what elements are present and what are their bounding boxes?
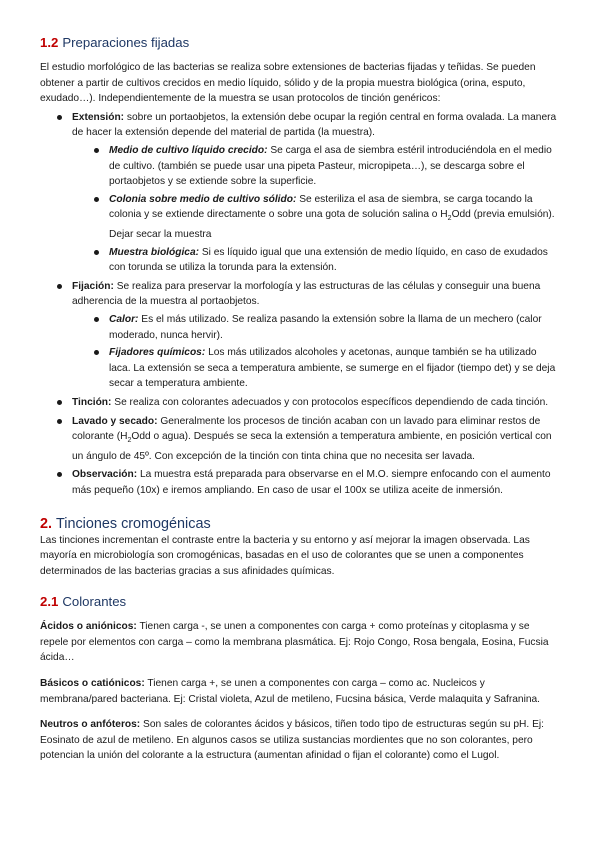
definition: sobre un portaobjetos, la extensión debe ocupar la región central en forma ovalada. La manera de hacer la extensión depende del material de partida (la muestra). bbox=[72, 111, 557, 139]
definition: Se realiza con colorantes adecuados y con protocolos específicos dependiendo de cada tinción. bbox=[111, 396, 549, 408]
definition: Se esteriliza el asa de siembra, se carga tocando la colonia y se extiende directamente o sobre una gota de solución salina o H bbox=[109, 193, 533, 221]
paragraph-basic-dyes bbox=[40, 676, 560, 707]
section-number: 2. bbox=[40, 515, 53, 532]
definition: Se realiza para preservar la morfología y las estructuras de las células y conseguir una buena adherencia de la muestra al portaobjetos. bbox=[72, 280, 541, 308]
list-item-fixation bbox=[40, 279, 560, 392]
paragraph-acid-dyes bbox=[40, 619, 560, 666]
definition: La muestra está preparada para observarse en el M.O. siempre enfocando con el aumento más pequeño (10x) e iremos ampliando. En caso de usar el 100x se utiliza aceite de inmersión. bbox=[72, 469, 551, 496]
definition-cont: Odd o agua). Después se seca la extensión a temperatura ambiente, en posición vertical con un ángulo de 45º. Con excepción de la tinción con tinta china que no necesita ser lavada. bbox=[72, 431, 552, 462]
definition: Tienen carga +, se unen a componentes con carga – como ac. Nucleicos y membrana/pared bacteriana. Ej: Cristal violeta, Azul de metileno, Fucsina básica, Verde malaquita y Safranina. bbox=[40, 678, 541, 705]
term: Fijación: bbox=[72, 280, 114, 292]
list-item-staining bbox=[40, 395, 560, 411]
section-2-heading bbox=[40, 515, 560, 533]
definition: Generalmente los procesos de tinción acaban con un lavado para eliminar restos de colorante (H bbox=[72, 415, 541, 443]
term: Ácidos o aniónicos: bbox=[40, 621, 137, 633]
definition-cont: Odd (previa emulsión). Dejar secar la muestra bbox=[109, 209, 555, 240]
section-title: Tinciones cromogénicas bbox=[56, 515, 211, 532]
definition: Son sales de colorantes ácidos y básicos, tiñen todo tipo de estructuras según su pH. Ej: Eosinato de azul de metileno. En algunos casos se utiliza sustancias mordientes que no son colorantes, pero potencian la unión del colorante a la estructura (aumentan afinidad o fijan el colorante) como el Lugol. bbox=[40, 719, 544, 762]
term: Observación: bbox=[72, 469, 138, 481]
section-1-2-heading bbox=[40, 34, 560, 52]
term: Extensión: bbox=[72, 111, 125, 123]
section-2-paragraph: Las tinciones incrementan el contraste entre la bacteria y su entorno y así mejorar la imagen observada. Las mayoría en microbiología son cromogénicas, basadas en el uso de colorantes que se unen a componentes determinados de las bacterias gracias a sus afinidades químicas. bbox=[40, 534, 530, 577]
definition: Se carga el asa de siembra estéril introduciéndola en el medio de cultivo. (también se puede usar una pipeta Pasteur, micropipeta…), se descarga sobre el portaobjetos y se extiende sobre la superficie. bbox=[109, 144, 552, 188]
term: Fijadores químicos: bbox=[109, 347, 206, 359]
section-title: Colorantes bbox=[62, 594, 127, 610]
section-number: 2.1 bbox=[40, 594, 59, 610]
list-item-extension bbox=[40, 110, 560, 276]
term: Lavado y secado: bbox=[72, 415, 158, 427]
sublist-item-solid bbox=[72, 192, 560, 243]
sublist-item-chemical bbox=[72, 345, 560, 392]
list-item-washing bbox=[40, 414, 560, 465]
section-title: Preparaciones fijadas bbox=[62, 35, 190, 50]
term: Básicos o catiónicos: bbox=[40, 678, 145, 690]
term: Neutros o anfóteros: bbox=[40, 719, 141, 731]
section-number: 1.2 bbox=[40, 35, 59, 50]
subscript: 2 bbox=[447, 215, 452, 223]
sublist-item-heat bbox=[72, 312, 560, 343]
term: Muestra biológica: bbox=[109, 246, 200, 258]
fixation-sublist bbox=[72, 312, 560, 392]
sublist-item-biological bbox=[72, 245, 560, 276]
sublist-item-liquid bbox=[72, 143, 560, 190]
intro-paragraph: El estudio morfológico de las bacterias se realiza sobre extensiones de bacterias fijadas y teñidas. Se pueden obtener a partir de cultivos crecidos en medio líquido, sólido y de la propia muestra biológica (orina, esputo, exudado…). Independientemente de la muestra se usan protocolos de tinción genéricos: bbox=[40, 62, 536, 105]
definition: Es el más utilizado. Se realiza pasando la extensión sobre la llama de un mechero (calor moderado, nunca hervir). bbox=[109, 313, 542, 341]
term: Medio de cultivo líquido crecido: bbox=[109, 144, 268, 156]
extension-sublist bbox=[72, 143, 560, 276]
term: Tinción: bbox=[72, 396, 112, 408]
section-2-1-heading bbox=[40, 593, 560, 611]
protocol-list bbox=[40, 110, 560, 499]
definition: Tienen carga -, se unen a componentes con carga + como proteínas y citoplasma y se repele por elementos con carga – como la membrana plasmática. Ej: Rojo Congo, Rosa bengala, Eosina, Fucsia ácida… bbox=[40, 621, 549, 664]
subscript: 2 bbox=[127, 437, 132, 445]
definition: Si es líquido igual que una extensión de medio líquido, en caso de exudados con torunda se utiliza la torunda para la extensión. bbox=[109, 246, 548, 274]
term: Calor: bbox=[109, 313, 139, 325]
definition: Los más utilizados alcoholes y acetonas, aunque también se ha utilizado laca. La extensión se seca a temperatura ambiente, se sumerge en el fijador (tiempo det) y se deja secar a temperatura ambiente. bbox=[109, 347, 556, 390]
paragraph-neutral-dyes bbox=[40, 717, 560, 764]
list-item-observation bbox=[40, 467, 560, 498]
term: Colonia sobre medio de cultivo sólido: bbox=[109, 193, 297, 205]
